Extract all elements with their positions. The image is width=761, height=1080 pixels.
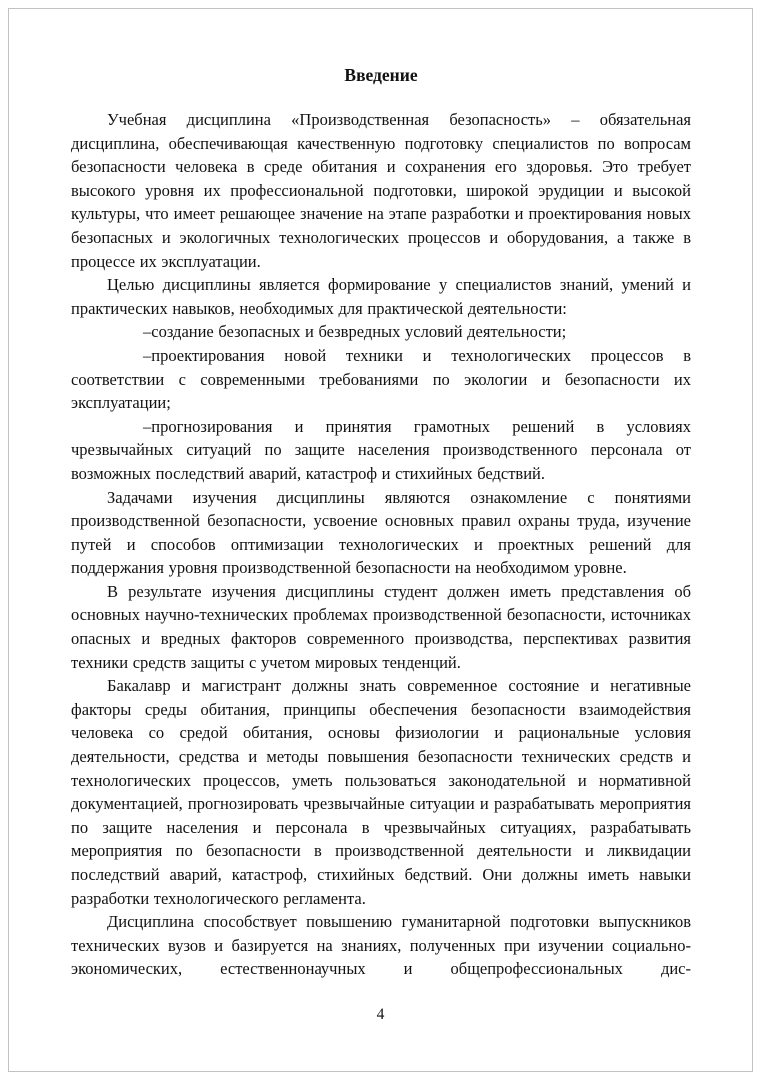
- paragraph-discipline-role: Дисциплина способствует повышению гуманитарной подготовки выпускников технических вузов и базируется на знаниях, полученных при изучении социально-экономических, естественнонаучных и общепрофессиональных дис-: [71, 912, 691, 979]
- paragraph-tasks: Задачами изучения дисциплины являются ознакомление с понятиями производственной безопасности, усвоение основных правил охраны труда, изучение путей и способов оптимизации технологических и проектных решений для поддержания уровня производственной безопасности на необходимом уровне.: [71, 487, 691, 578]
- list-item-text: создание безопасных и безвредных условий деятельности;: [151, 322, 567, 342]
- list-item-3: [71, 415, 691, 486]
- list-item-text: проектирования новой техники и технологических процессов в соответствии с современными требованиями по экологии и безопасности их эксплуатации;: [71, 345, 691, 413]
- page-content: [71, 63, 691, 981]
- list-item-text: прогнозирования и принятия грамотных решений в условиях чрезвычайных ситуаций по защите населения производственного персонала от возможных последствий аварий, катастроф и стихийных бедствий.: [71, 416, 691, 483]
- section-title: Введение: [344, 65, 418, 85]
- paragraph-goal: Целью дисциплины является формирование у специалистов знаний, умений и практических навыков, необходимых для практической деятельности:: [71, 275, 691, 318]
- paragraph-results: В результате изучения дисциплины студент должен иметь представления об основных научно-технических проблемах производственной безопасности, источниках опасных и вредных факторов современного производства, перспективах развития техники средств защиты с учетом мировых тенденций.: [71, 581, 691, 672]
- list-dash-icon: –: [143, 345, 152, 365]
- list-dash-icon: –: [143, 416, 152, 436]
- list-item-2: [71, 344, 691, 415]
- paragraph-intro: Учебная дисциплина «Производственная безопасность» – обязательная дисциплина, обеспечивающая качественную подготовку специалистов по вопросам безопасности человека в среде обитания и сохранения его здоровья. Это требует высокого уровня их профессиональной подготовки, широкой эрудиции и высокой культуры, что имеет решающее значение на этапе разработки и проектирования новых безопасных и экологичных технологических процессов и оборудования, а также в процессе их эксплуатации.: [71, 110, 691, 271]
- list-item-1: [71, 320, 691, 344]
- list-dash-icon: –: [143, 322, 152, 342]
- page-number: 4: [376, 1006, 385, 1023]
- paragraph-bachelor-requirements: Бакалавр и магистрант должны знать современное состояние и негативные факторы среды обитания, принципы обеспечения безопасности взаимодействия человека со средой обитания, основы физиологии и рациональные условия деятельности, средства и методы повышения безопасности технических средств и технологических процессов, уметь пользоваться законодательной и нормативной документацией, прогнозировать чрезвычайные ситуации и разрабатывать мероприятия по защите населения и персонала в чрезвычайных ситуациях, разрабатывать мероприятия по безопасности в производственной деятельности и ликвидации последствий аварий, катастроф, стихийных бедствий. Они должны иметь навыки разработки технологического регламента.: [71, 676, 691, 908]
